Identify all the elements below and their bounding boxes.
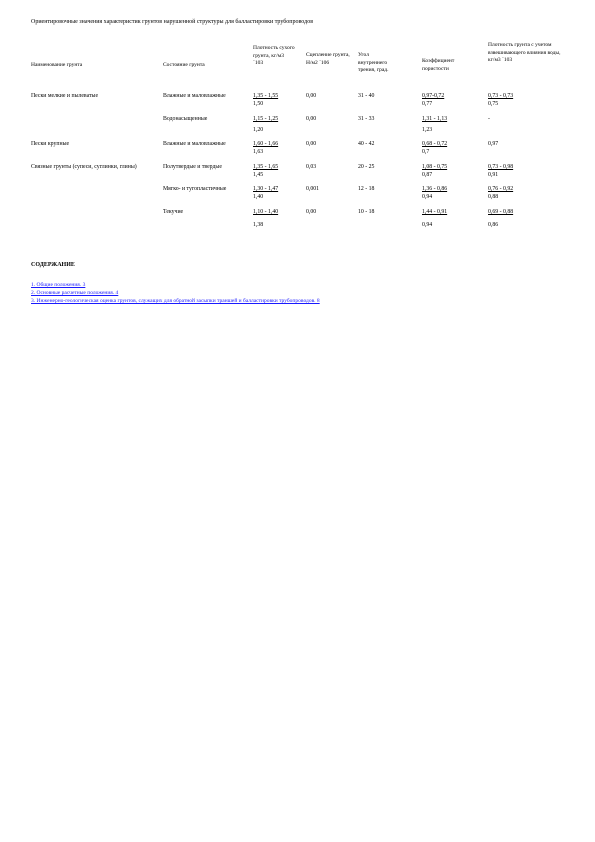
row6-density-bottom: 1,38 (253, 222, 264, 228)
row6-state: Текучие (163, 209, 184, 215)
row4-density-top: 1,35 - 1,65 (253, 164, 279, 170)
row5-density-water-bottom: 0,88 (488, 194, 499, 200)
row2-density-water-top: - (488, 116, 490, 122)
row4-cohesion: 0,03 (306, 164, 317, 170)
toc-title: СОДЕРЖАНИЕ (31, 262, 75, 268)
row4-state: Полутвердые и твердые (163, 164, 222, 170)
row1-porosity-top: 0,97-0,72 (422, 93, 445, 99)
row3-state: Влажные и маловлажные (163, 141, 226, 147)
header-density-water: Плотность грунта с учетом взвешивающего влияния воды, кг/м3 ´103 (488, 42, 561, 63)
toc-link-calculation[interactable]: 2. Основные расчетные положения. 4 (31, 290, 119, 296)
row4-name: Связные грунты (супеси, суглинки, глины) (31, 164, 137, 170)
row3-name: Пески крупные (31, 141, 70, 147)
row6-cohesion: 0,00 (306, 209, 317, 215)
header-name: Наименование грунта (31, 62, 83, 68)
row2-porosity-top: 1,31 - 1,13 (422, 116, 448, 122)
row5-cohesion: 0,001 (306, 186, 320, 192)
toc-link-general[interactable]: 1. Общие положения. 3 (31, 282, 86, 288)
row1-friction: 31 - 40 (358, 93, 375, 99)
row5-friction: 12 - 18 (358, 186, 375, 192)
row4-density-water-top: 0,73 - 0,98 (488, 164, 514, 170)
row6-porosity-top: 1,44 - 0,91 (422, 209, 448, 215)
header-cohesion: Сцепление грунта, Н/м2 ´106 (306, 52, 350, 66)
header-porosity: Коэффициент пористости (422, 58, 455, 72)
row5-state: Мягко- и тугопластичные (163, 186, 227, 192)
row6-porosity-bottom: 0,94 (422, 222, 433, 228)
row1-name: Пески мелкие и пылеватые (31, 93, 99, 99)
toc-link-geology[interactable]: 3. Инженерно-геологическая оценка грунтов, служащих для обратной засыпки траншей и балластировки трубопроводов. 8 (31, 298, 320, 304)
row2-porosity-bottom: 1,23 (422, 127, 433, 133)
row3-friction: 40 - 42 (358, 141, 375, 147)
row4-porosity-bottom: 0,87 (422, 172, 433, 178)
row1-density-water-top: 0,73 - 0,73 (488, 93, 514, 99)
row6-density-water-bottom: 0,86 (488, 222, 499, 228)
row2-state: Водонасыщенные (163, 116, 208, 122)
page-title: Ориентировочные значения характеристик грунтов нарушенной структуры для балластировки трубопроводов (31, 19, 314, 25)
row6-density-water-top: 0,69 - 0,88 (488, 209, 514, 215)
row3-density-water-top: 0,97 (488, 141, 499, 147)
row3-density-bottom: 1,63 (253, 149, 264, 155)
row3-porosity-bottom: 0,7 (422, 149, 430, 155)
row1-porosity-bottom: 0,77 (422, 101, 433, 107)
row6-density-top: 1,10 - 1,40 (253, 209, 279, 215)
row2-density-top: 1,15 - 1,25 (253, 116, 279, 122)
row2-density-bottom: 1,20 (253, 127, 264, 133)
row5-porosity-top: 1,36 - 0,86 (422, 186, 448, 192)
row2-cohesion: 0,00 (306, 116, 317, 122)
row1-density-top: 1,35 - 1,55 (253, 93, 279, 99)
row1-state: Влажные и маловлажные (163, 93, 226, 99)
row4-porosity-top: 1,08 - 0,75 (422, 164, 448, 170)
header-density: Плотность сухого грунта, кг/м3 ´103 (253, 45, 295, 66)
row5-density-bottom: 1,40 (253, 194, 264, 200)
row6-friction: 10 - 18 (358, 209, 375, 215)
row1-density-bottom: 1,50 (253, 101, 264, 107)
row3-porosity-top: 0,68 - 0,72 (422, 141, 448, 147)
row5-density-water-top: 0,76 - 0,92 (488, 186, 514, 192)
row4-friction: 20 - 25 (358, 164, 375, 170)
row5-density-top: 1,30 - 1,47 (253, 186, 279, 192)
header-state: Состояние грунта (163, 62, 205, 68)
row1-cohesion: 0,00 (306, 93, 317, 99)
row1-density-water-bottom: 0,75 (488, 101, 499, 107)
row3-cohesion: 0,00 (306, 141, 317, 147)
row4-density-bottom: 1,45 (253, 172, 264, 178)
row4-density-water-bottom: 0,91 (488, 172, 499, 178)
header-friction: Угол внутреннего трения, град. (358, 52, 389, 73)
row3-density-top: 1,60 - 1,66 (253, 141, 279, 147)
row5-porosity-bottom: 0,94 (422, 194, 433, 200)
row2-friction: 31 - 33 (358, 116, 375, 122)
